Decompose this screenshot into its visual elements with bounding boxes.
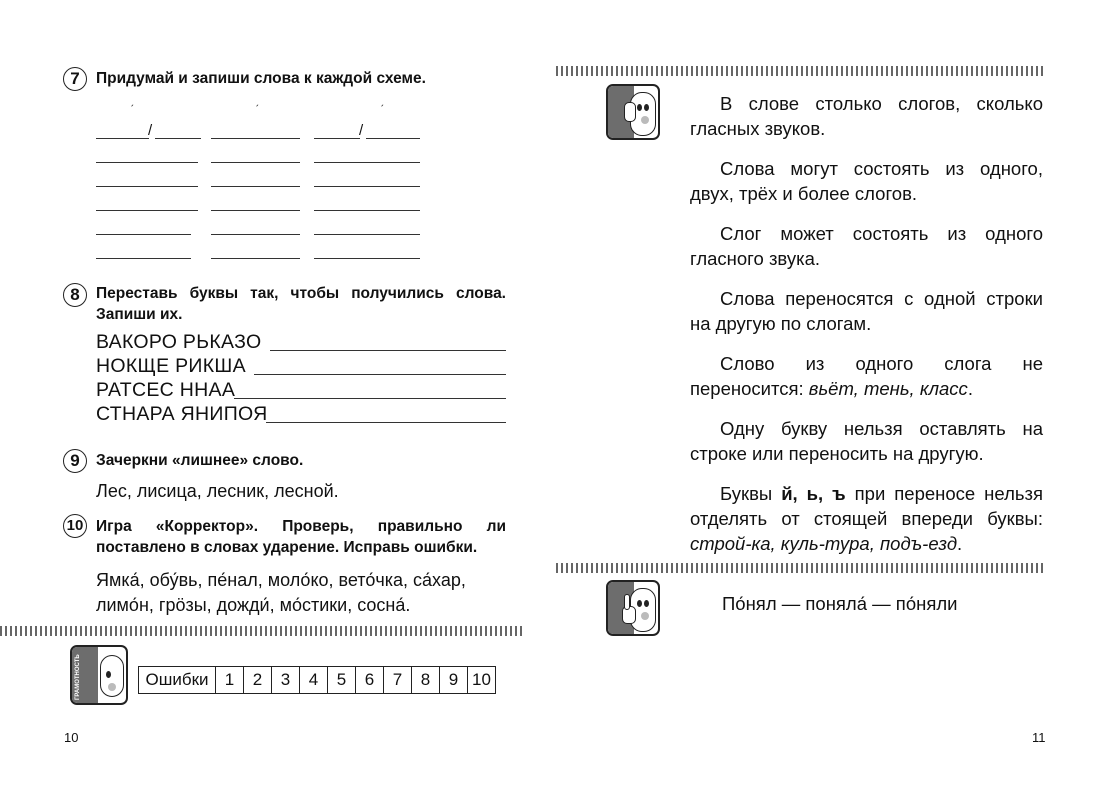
error-cell[interactable]: 6: [356, 667, 384, 694]
task-10-line-1: Ямка́, обу́вь, пе́нал, моло́ко, вето́чка, са́хар,: [96, 570, 466, 590]
scrambled-word: СТНАРА ЯНИПОЯ: [96, 403, 268, 425]
rule-5-text: Слово из одного слога не переносится:: [690, 353, 1043, 399]
scrambled-word: РАТСЕС ННАА: [96, 379, 236, 401]
rule-7-examples: строй-ка, куль-тура, подъ-езд: [690, 533, 958, 554]
dashed-divider: [556, 563, 1046, 573]
syllable-slash: /: [359, 122, 364, 139]
errors-label: Ошибки: [139, 667, 216, 694]
write-line[interactable]: [96, 258, 191, 259]
task-9-words: Лес, лисица, лесник, лесной.: [96, 481, 339, 501]
thinking-character-icon: [606, 84, 660, 140]
error-cell[interactable]: 4: [300, 667, 328, 694]
task-8-number: 8: [63, 283, 87, 307]
write-line[interactable]: [211, 186, 300, 187]
write-line[interactable]: [211, 138, 300, 139]
page-number-left: 10: [64, 730, 79, 745]
rule-7-letters: й, ь, ъ: [781, 483, 846, 504]
write-line[interactable]: [96, 234, 191, 235]
error-cell[interactable]: 7: [384, 667, 412, 694]
task-7-text: Придумай и запиши слова к каждой схеме.: [96, 70, 426, 87]
rule-7-text-b: при переносе нельзя отделять от стоящей впереди буквы:: [690, 483, 1044, 529]
dashed-divider: [0, 626, 522, 636]
write-line[interactable]: [314, 138, 360, 139]
write-line[interactable]: [155, 138, 201, 139]
write-line[interactable]: [366, 138, 420, 139]
error-cell[interactable]: 5: [328, 667, 356, 694]
scheme-mark: ˏ: [380, 93, 384, 107]
write-line[interactable]: [96, 162, 198, 163]
dashed-divider: [556, 66, 1046, 76]
stress-example: По́нял — поняла́ — по́няли: [722, 593, 958, 614]
write-line[interactable]: [270, 350, 506, 351]
error-cell[interactable]: 10: [468, 667, 496, 694]
write-line[interactable]: [254, 374, 506, 375]
error-cell[interactable]: 8: [412, 667, 440, 694]
write-line[interactable]: [211, 234, 300, 235]
scrambled-word: НОКЩЕ РИКША: [96, 355, 246, 377]
write-line[interactable]: [314, 186, 420, 187]
write-line[interactable]: [234, 398, 506, 399]
rule-3: Слог может состоять из одного гласного звука.: [690, 223, 1043, 269]
badge-label: ГРАМОТНОСТЬ: [75, 654, 81, 700]
rule-5: Слово из одного слога не переносится: вьёт, тень, класс.: [690, 353, 1043, 399]
literacy-badge-icon: [70, 645, 128, 705]
errors-table: [138, 666, 496, 694]
write-line[interactable]: [314, 210, 420, 211]
write-line[interactable]: [96, 186, 198, 187]
task-8-text: Переставь буквы так, чтобы получились слова. Запиши их.: [96, 285, 506, 323]
rule-2: Слова могут состоять из одного, двух, трёх и более слогов.: [690, 158, 1043, 204]
write-line[interactable]: [211, 210, 300, 211]
scheme-mark: ˏ: [255, 93, 259, 107]
task-9-number: 9: [63, 449, 87, 473]
rule-5-examples: вьёт, тень, класс: [808, 378, 968, 399]
error-cell[interactable]: 2: [244, 667, 272, 694]
syllable-slash: /: [148, 122, 153, 139]
scrambled-word: ВАКОРО РЬКАЗО: [96, 331, 262, 353]
rule-6: Одну букву нельзя оставлять на строке или переносить на другую.: [690, 418, 1043, 464]
error-cell[interactable]: 3: [272, 667, 300, 694]
pointing-character-icon: [606, 580, 660, 636]
write-line[interactable]: [211, 162, 300, 163]
rule-7: Буквы й, ь, ъ при переносе нельзя отделять от стоящей впереди буквы: строй-ка, куль-тура, подъ-езд.: [690, 483, 1044, 554]
write-line[interactable]: [266, 422, 506, 423]
task-7-number: 7: [63, 67, 87, 91]
page-number-right: 11: [1032, 730, 1046, 745]
task-10-number: 10: [63, 514, 87, 538]
rule-1: В слове столько слогов, сколько гласных звуков.: [690, 93, 1043, 139]
task-9-text: Зачеркни «лишнее» слово.: [96, 452, 304, 469]
write-line[interactable]: [211, 258, 300, 259]
write-line[interactable]: [96, 138, 149, 139]
write-line[interactable]: [96, 210, 198, 211]
scheme-mark: ˏ: [130, 93, 134, 107]
write-line[interactable]: [314, 162, 420, 163]
error-cell[interactable]: 1: [216, 667, 244, 694]
rules-block: [690, 91, 1043, 556]
write-line[interactable]: [314, 258, 420, 259]
task-10-text: Игра «Корректор». Проверь, правильно ли поставлено в словах ударение. Исправь ошибки.: [96, 518, 506, 556]
write-line[interactable]: [314, 234, 420, 235]
error-cell[interactable]: 9: [440, 667, 468, 694]
rule-4: Слова переносятся с одной строки на другую по слогам.: [690, 288, 1043, 334]
task-10-line-2: лимо́н, грӧзы, дожди́, мо́стики, сосна́.: [96, 595, 411, 615]
rule-7-text-a: Буквы: [720, 483, 773, 504]
